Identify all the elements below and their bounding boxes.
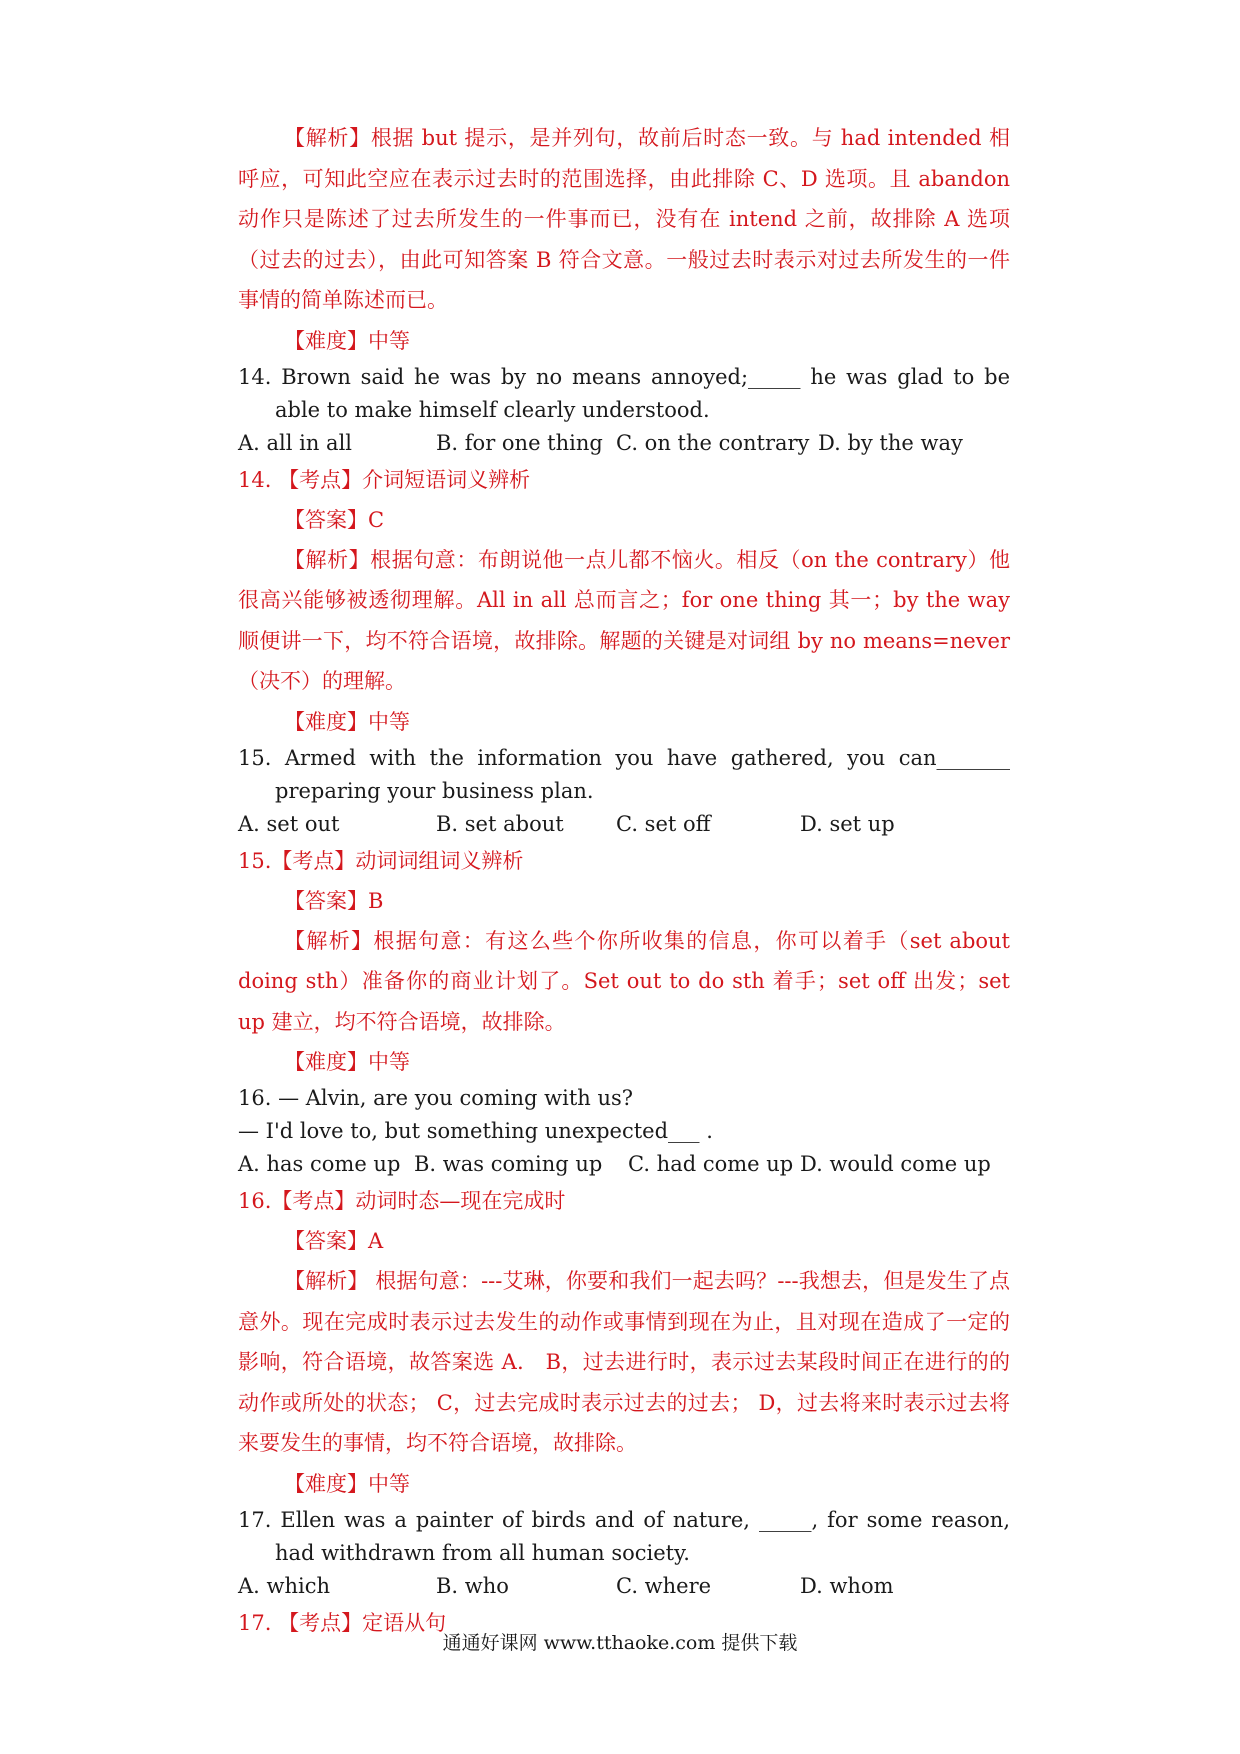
question-15-stem: 15. Armed with the information you have gathered, you can_______ preparing your business plan.	[238, 745, 1010, 803]
question-17-stem: 17. Ellen was a painter of birds and of nature, _____, for some reason, had withdrawn from all human society.	[238, 1507, 1010, 1565]
question-17-kaodian: 17. 【考点】定语从句	[238, 1610, 447, 1635]
question-16-kaodian: 16.【考点】动词时态—现在完成时	[238, 1189, 566, 1213]
option-b: B. set about	[436, 811, 564, 836]
question-16-stem-line1: 16. — Alvin, are you coming with us?	[238, 1086, 634, 1110]
question-16-options	[238, 1148, 1010, 1181]
option-d: D. whom	[800, 1573, 894, 1598]
difficulty-q13: 【难度】中等	[284, 328, 410, 353]
option-a: A. has come up	[238, 1152, 401, 1176]
option-d: D. by the way	[818, 430, 963, 455]
question-16-stem-line2: — I'd love to, but something unexpected___ .	[238, 1119, 713, 1143]
document-page	[238, 118, 1010, 1643]
analysis-q13: 【解析】根据 but 提示，是并列句，故前后时态一致。与 had intended 相呼应，可知此空应在表示过去时的范围选择，由此排除 C、D 选项。且 abandon 动作只是陈述了过去所发生的一件事而已，没有在 intend 之前，故排除 A 选项（过去的过去），由此可知答案 B 符合文意。一般过去时表示对过去所发生的一件事情的简单陈述而已。	[238, 126, 1010, 312]
option-b: B. was coming up	[414, 1152, 603, 1176]
question-14-kaodian: 14. 【考点】介词短语词义辨析	[238, 467, 531, 492]
question-15-options	[238, 808, 1010, 841]
question-16-answer: 【答案】A	[284, 1229, 384, 1253]
option-b: B. for one thing	[436, 430, 603, 455]
question-14-analysis: 【解析】根据句意：布朗说他一点儿都不恼火。相反（on the contrary）他很高兴能够被透彻理解。All in all 总而言之；for one thing 其一；by the way 顺便讲一下，均不符合语境，故排除。解题的关键是对词组 by no means=never（决不）的理解。	[238, 547, 1010, 693]
question-17-options	[238, 1570, 1010, 1603]
question-16-difficulty: 【难度】中等	[284, 1471, 410, 1496]
page-footer: 通通好课网 www.tthaoke.com 提供下载	[442, 1632, 798, 1654]
option-a: A. all in all	[238, 430, 353, 455]
question-16-analysis: 【解析】 根据句意：---艾琳，你要和我们一起去吗？---我想去，但是发生了点意外。现在完成时表示过去发生的动作或事情到现在为止，且对现在造成了一定的影响，符合语境，故答案选 A． B，过去进行时，表示过去某段时间正在进行的的动作或所处的状态； C，过去完成时表示过去的过去； D，过去将来时表示过去将来要发生的事情，均不符合语境，故排除。	[238, 1269, 1010, 1455]
option-d: D. would come up	[800, 1152, 991, 1176]
option-c: C. on the contrary	[616, 430, 810, 455]
question-15-difficulty: 【难度】中等	[284, 1050, 410, 1074]
option-b: B. who	[436, 1573, 509, 1598]
question-15-kaodian: 15.【考点】动词词组词义辨析	[238, 848, 524, 873]
question-15-answer: 【答案】B	[284, 888, 384, 913]
option-c: C. where	[616, 1573, 712, 1598]
question-14-stem: 14. Brown said he was by no means annoyed;_____ he was glad to be able to make himself clearly understood.	[238, 364, 1010, 422]
question-15-analysis: 【解析】根据句意：有这么些个你所收集的信息，你可以着手（set about doing sth）准备你的商业计划了。Set out to do sth 着手；set off 出发；set up 建立，均不符合语境，故排除。	[238, 928, 1010, 1034]
question-14-difficulty: 【难度】中等	[284, 709, 410, 734]
question-14-options	[238, 427, 1010, 460]
option-c: C. set off	[616, 811, 711, 836]
question-14-answer: 【答案】C	[284, 507, 385, 532]
option-a: A. set out	[238, 811, 340, 836]
option-d: D. set up	[800, 811, 895, 836]
option-a: A. which	[238, 1573, 331, 1598]
option-c: C. had come up	[628, 1152, 794, 1176]
